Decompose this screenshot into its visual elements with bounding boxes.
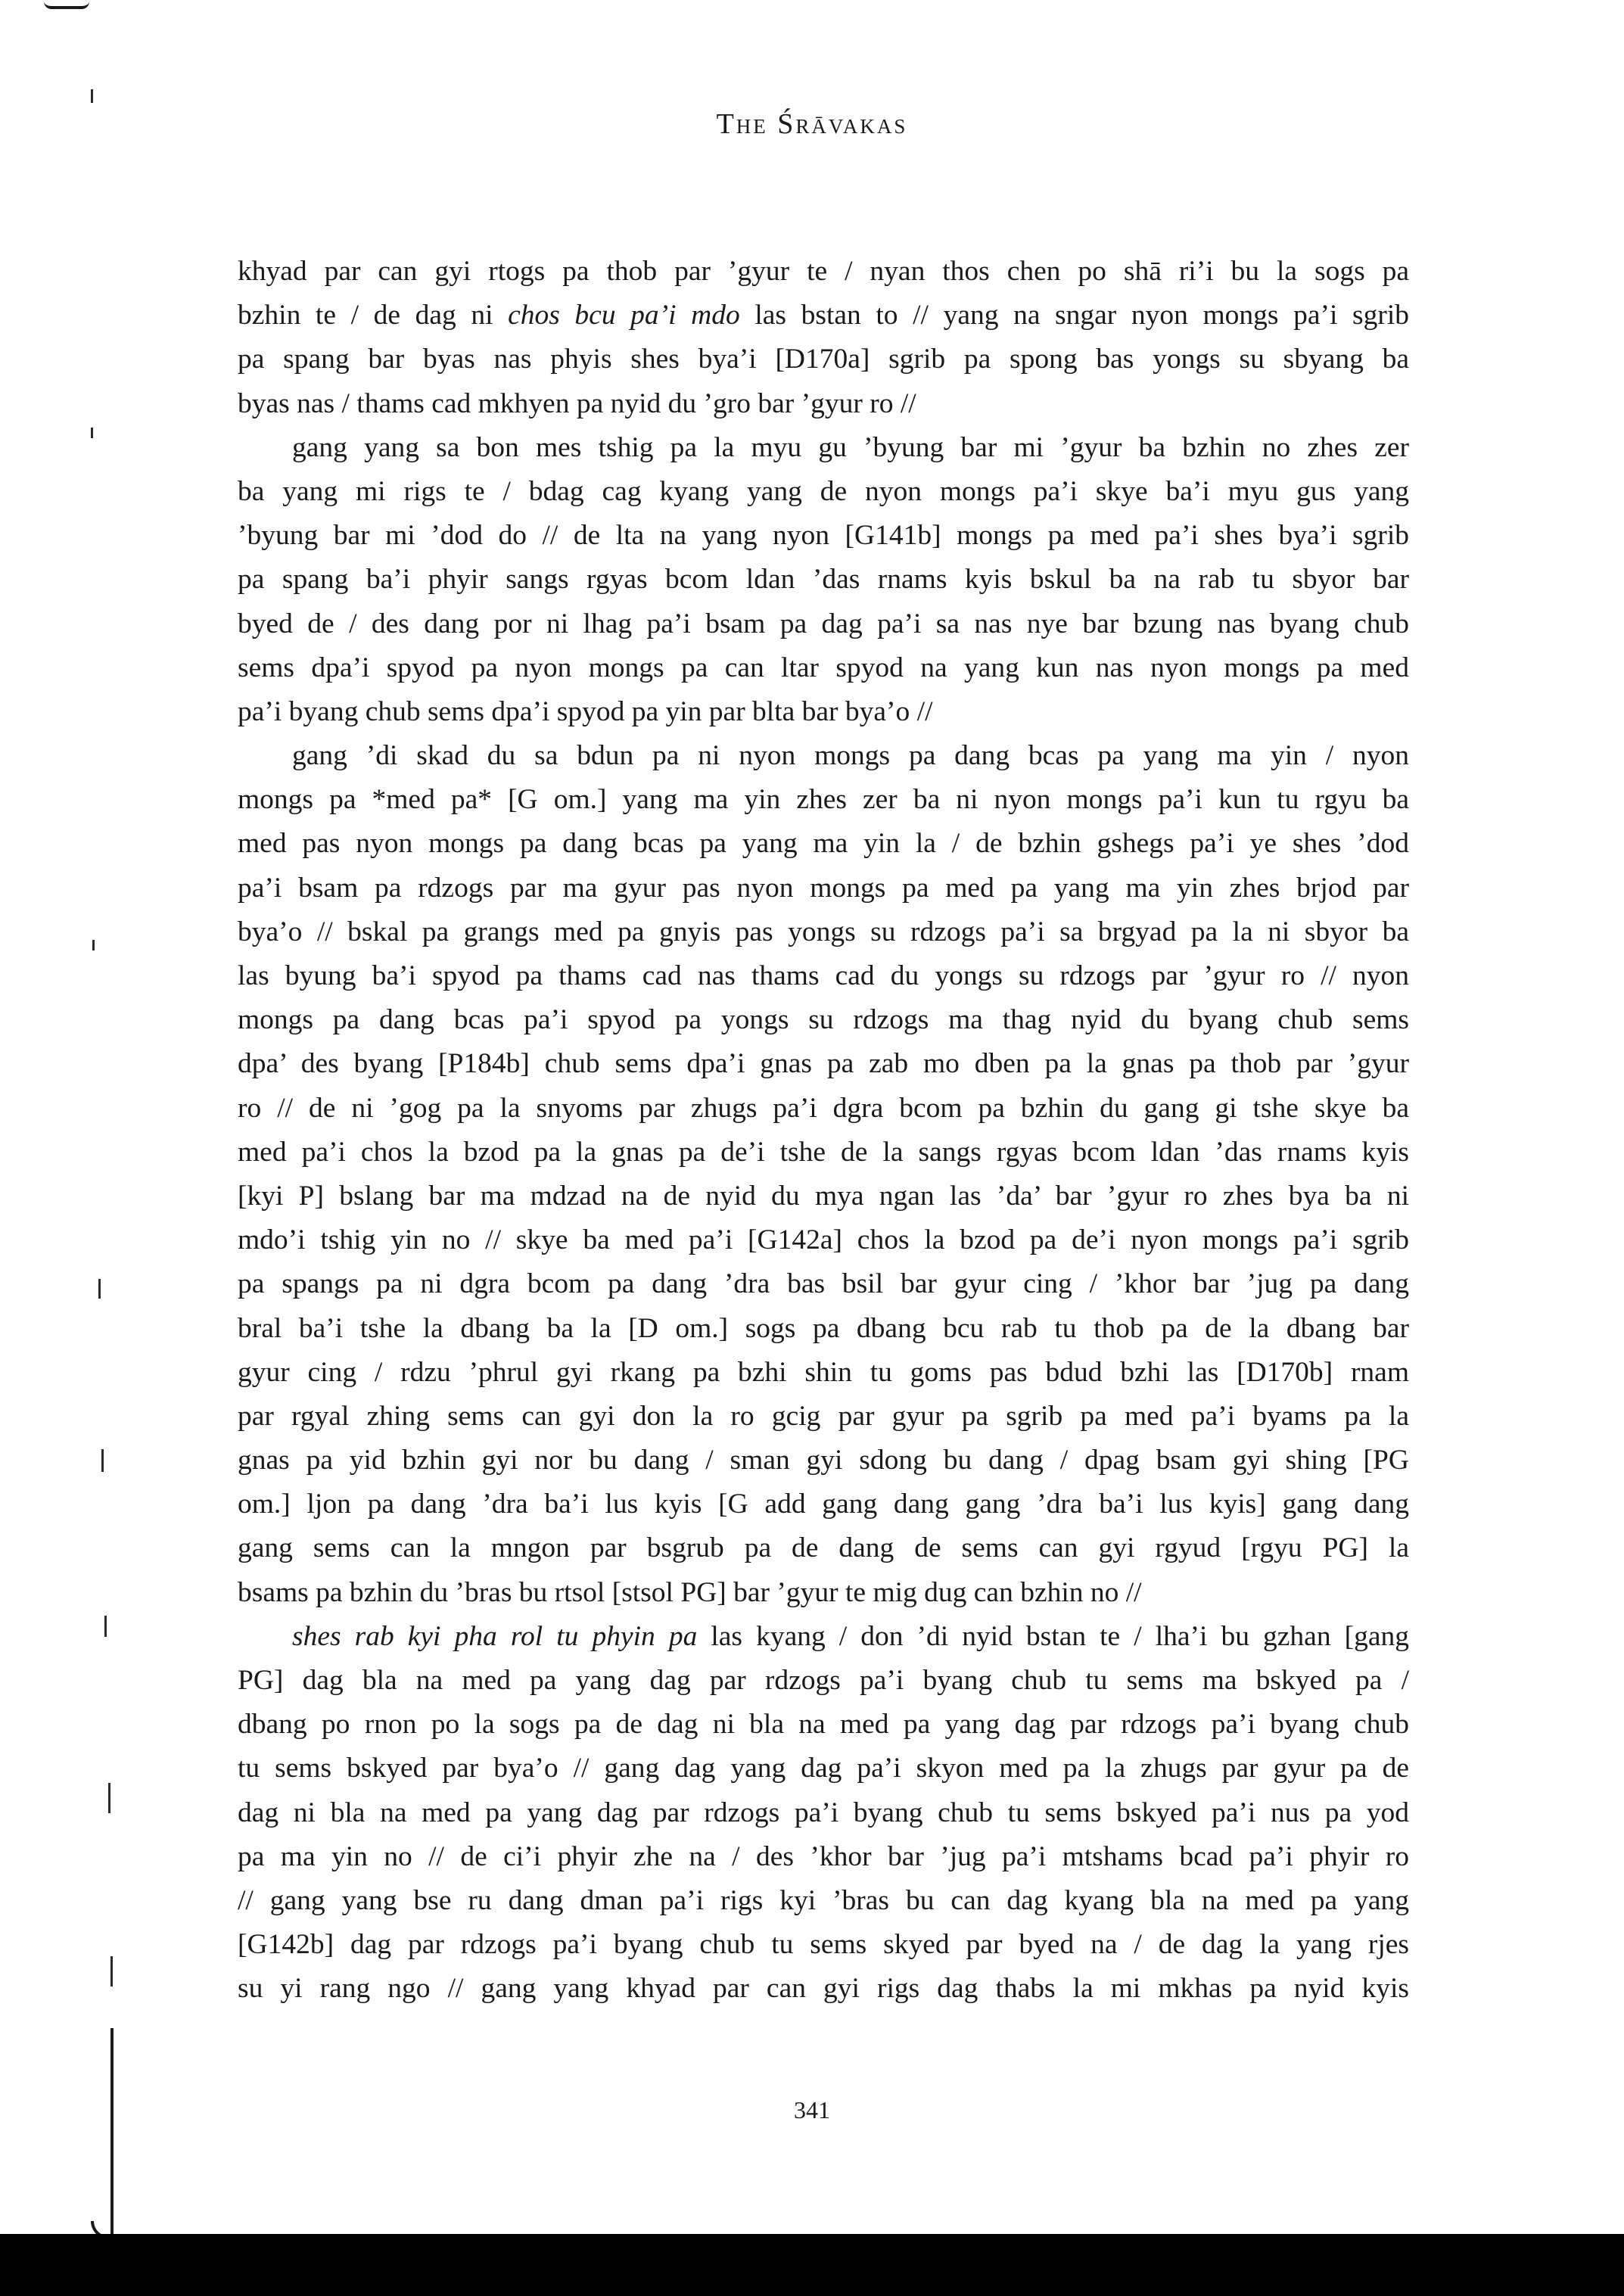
text-segment: byas nas / thams cad mkhyen pa nyid du ’gro bar ’gyur ro //: [238, 387, 916, 419]
text-line: [238, 1835, 1409, 1879]
text-line: [238, 690, 1409, 734]
text-segment: khyad par can gyi rtogs pa thob par ’gyur te / nyan thos chen po shā ri’i bu la sogs pa: [238, 256, 1409, 287]
text-line: [238, 602, 1409, 646]
text-segment: bsams pa bzhin du ’bras bu rtsol [stsol PG] bar ’gyur te mig dug can bzhin no //: [238, 1576, 1142, 1608]
running-header: The Śrāvakas: [716, 108, 908, 140]
text-line: [238, 778, 1409, 822]
text-line: [238, 1615, 1409, 1659]
text-segment: mongs pa *med pa* [G om.] yang ma yin zhes zer ba ni nyon mongs pa’i kun tu rgyu ba: [238, 784, 1409, 816]
binding-edge: [110, 2028, 114, 2236]
binding-tick: [101, 1449, 104, 1472]
text-segment: las kyang / don ’di nyid bstan te / lha’i bu gzhan [gang: [697, 1620, 1409, 1652]
text-line: [238, 426, 1409, 470]
binding-tick: [108, 1783, 110, 1813]
text-line: [238, 250, 1409, 294]
scan-corner-mark: [44, 0, 89, 9]
text-line: [238, 954, 1409, 998]
text-line: [238, 558, 1409, 602]
text-segment: med pas nyon mongs pa dang bcas pa yang ma yin la / de bzhin gshegs pa’i ye shes ’dod: [238, 828, 1409, 860]
text-segment: pa spang bar byas nas phyis shes bya’i [D170a] sgrib pa spong bas yongs su sbyang ba: [238, 344, 1409, 375]
binding-tick: [91, 428, 93, 438]
text-line: [238, 1526, 1409, 1570]
body-text: [238, 250, 1409, 2011]
text-line: [238, 1218, 1409, 1262]
text-segment: bzhin te / de dag ni: [238, 300, 509, 331]
text-line: [238, 1703, 1409, 1747]
text-line: [238, 382, 1409, 426]
text-line: [238, 1659, 1409, 1703]
text-line: [238, 1571, 1409, 1615]
text-segment: med pa’i chos la bzod pa la gnas pa de’i tshe de la sangs rgyas bcom ldan ’das rnams kyis: [238, 1136, 1409, 1168]
text-line: [238, 1967, 1409, 2011]
text-line: [238, 1747, 1409, 1790]
text-line: [238, 1087, 1409, 1131]
text-segment: gyur cing / rdzu ’phrul gyi rkang pa bzhi shin tu goms pas bdud bzhi las [D170b] rnam: [238, 1356, 1409, 1388]
text-line: [238, 1791, 1409, 1835]
text-line: [238, 514, 1409, 558]
text-segment: su yi rang ngo // gang yang khyad par can gyi rigs dag thabs la mi mkhas pa nyid kyis: [238, 1973, 1409, 2005]
text-line: [238, 1351, 1409, 1395]
page-number: 341: [794, 2096, 830, 2123]
text-line: [238, 734, 1409, 778]
text-segment: PG] dag bla na med pa yang dag par rdzogs pa’i byang chub tu sems ma bskyed pa /: [238, 1665, 1409, 1696]
text-line: [238, 1042, 1409, 1086]
text-segment: sems dpa’i spyod pa nyon mongs pa can ltar spyod na yang kun nas nyon mongs pa med: [238, 652, 1409, 683]
text-line: [238, 1439, 1409, 1482]
text-line: [238, 866, 1409, 910]
text-segment: las byung ba’i spyod pa thams cad nas thams cad du yongs su rdzogs par ’gyur ro // nyon: [238, 960, 1409, 991]
text-line: [238, 1174, 1409, 1218]
text-segment: om.] ljon pa dang ’dra ba’i lus kyis [G add gang dang gang ’dra ba’i lus kyis] gang dang: [238, 1489, 1409, 1520]
text-segment: pa ma yin no // de ci’i phyir zhe na / des ’khor bar ’jug pa’i mtshams bcad pa’i phyir ro: [238, 1840, 1409, 1872]
binding-tick: [98, 1279, 101, 1299]
binding-tick: [92, 940, 95, 950]
text-segment: ro // de ni ’gog pa la snyoms par zhugs pa’i dgra bcom pa bzhin du gang gi tshe skye ba: [238, 1092, 1409, 1124]
text-segment: mongs pa dang bcas pa’i spyod pa yongs su rdzogs ma thag nyid du byang chub sems: [238, 1004, 1409, 1036]
text-line: [238, 646, 1409, 690]
text-segment: gnas pa yid bzhin gyi nor bu dang / sman gyi sdong bu dang / dpag bsam gyi shing [PG: [238, 1445, 1409, 1476]
text-segment: ba yang mi rigs te / bdag cag kyang yang de nyon mongs pa’i skye ba’i myu gus yang: [238, 475, 1409, 507]
text-segment: dpa’ des byang [P184b] chub sems dpa’i gnas pa zab mo dben pa la gnas pa thob par ’gyur: [238, 1048, 1409, 1080]
text-line: [238, 1879, 1409, 1923]
text-segment: bral ba’i tshe la dbang ba la [D om.] sogs pa dbang bcu rab tu thob pa de la dbang bar: [238, 1312, 1409, 1344]
binding-tick: [110, 1956, 113, 1986]
text-segment: pa’i byang chub sems dpa’i spyod pa yin par blta bar bya’o //: [238, 695, 933, 727]
text-segment: gang sems can la mngon par bsgrub pa de dang de sems can gyi rgyud [rgyu PG] la: [238, 1532, 1409, 1564]
text-segment: mdo’i tshig yin no // skye ba med pa’i [G142a] chos la bzod pa de’i nyon mongs pa’i sgrib: [238, 1224, 1409, 1256]
text-line: [238, 1131, 1409, 1174]
text-segment: byed de / des dang por ni lhag pa’i bsam pa dag pa’i sa nas nye bar bzung nas byang chub: [238, 608, 1409, 639]
text-line: [238, 910, 1409, 954]
text-line: [238, 822, 1409, 866]
text-segment: las bstan to // yang na sngar nyon mongs pa’i sgrib: [739, 300, 1409, 331]
text-segment: bya’o // bskal pa grangs med pa gnyis pas yongs su rdzogs pa’i sa brgyad pa la ni sbyor ba: [238, 916, 1409, 947]
text-line: [238, 1482, 1409, 1526]
text-line: [238, 1307, 1409, 1351]
text-segment: pa’i bsam pa rdzogs par ma gyur pas nyon mongs pa med pa yang ma yin zhes brjod par: [238, 872, 1409, 904]
text-segment: pa spangs pa ni dgra bcom pa dang ’dra bas bsil bar gyur cing / ’khor bar ’jug pa dang: [238, 1268, 1409, 1300]
text-segment: par rgyal zhing sems can gyi don la ro gcig par gyur pa sgrib pa med pa’i byams pa la: [238, 1400, 1409, 1432]
text-segment: [kyi P] bslang bar ma mdzad na de nyid du mya ngan las ’da’ bar ’gyur ro zhes bya ba ni: [238, 1180, 1409, 1212]
text-segment: dag ni bla na med pa yang dag par rdzogs pa’i byang chub tu sems bskyed pa’i nus pa yod: [238, 1797, 1409, 1828]
text-line: [238, 294, 1409, 338]
binding-tick: [91, 89, 93, 103]
text-segment: gang yang sa bon mes tshig pa la myu gu ’byung bar mi ’gyur ba bzhin no zhes zer: [292, 431, 1409, 463]
text-line: [238, 470, 1409, 514]
text-segment: // gang yang bse ru dang dman pa’i rigs kyi ’bras bu can dag kyang bla na med pa yang: [238, 1884, 1409, 1916]
italic-title: chos bcu pa’i mdo: [508, 300, 740, 331]
text-segment: [G142b] dag par rdzogs pa’i byang chub tu sems skyed par byed na / de dag la yang rjes: [238, 1929, 1409, 1961]
text-segment: ’byung bar mi ’dod do // de lta na yang nyon [G141b] mongs pa med pa’i shes bya’i sgrib: [238, 520, 1409, 552]
binding-tick: [104, 1616, 107, 1637]
text-segment: dbang po rnon po la sogs pa de dag ni bla na med pa yang dag par rdzogs pa’i byang chub: [238, 1709, 1409, 1741]
text-line: [238, 338, 1409, 381]
text-segment: gang ’di skad du sa bdun pa ni nyon mongs pa dang bcas pa yang ma yin / nyon: [292, 740, 1409, 772]
scan-bottom-band: [0, 2234, 1624, 2296]
text-line: [238, 998, 1409, 1042]
text-line: [238, 1923, 1409, 1967]
text-segment: pa spang ba’i phyir sangs rgyas bcom ldan ’das rnams kyis bskul ba na rab tu sbyor bar: [238, 564, 1409, 596]
italic-title: shes rab kyi pha rol tu phyin pa: [292, 1620, 698, 1652]
text-line: [238, 1262, 1409, 1306]
text-line: [238, 1395, 1409, 1439]
text-segment: tu sems bskyed par bya’o // gang dag yang dag pa’i skyon med pa la zhugs par gyur pa de: [238, 1753, 1409, 1784]
